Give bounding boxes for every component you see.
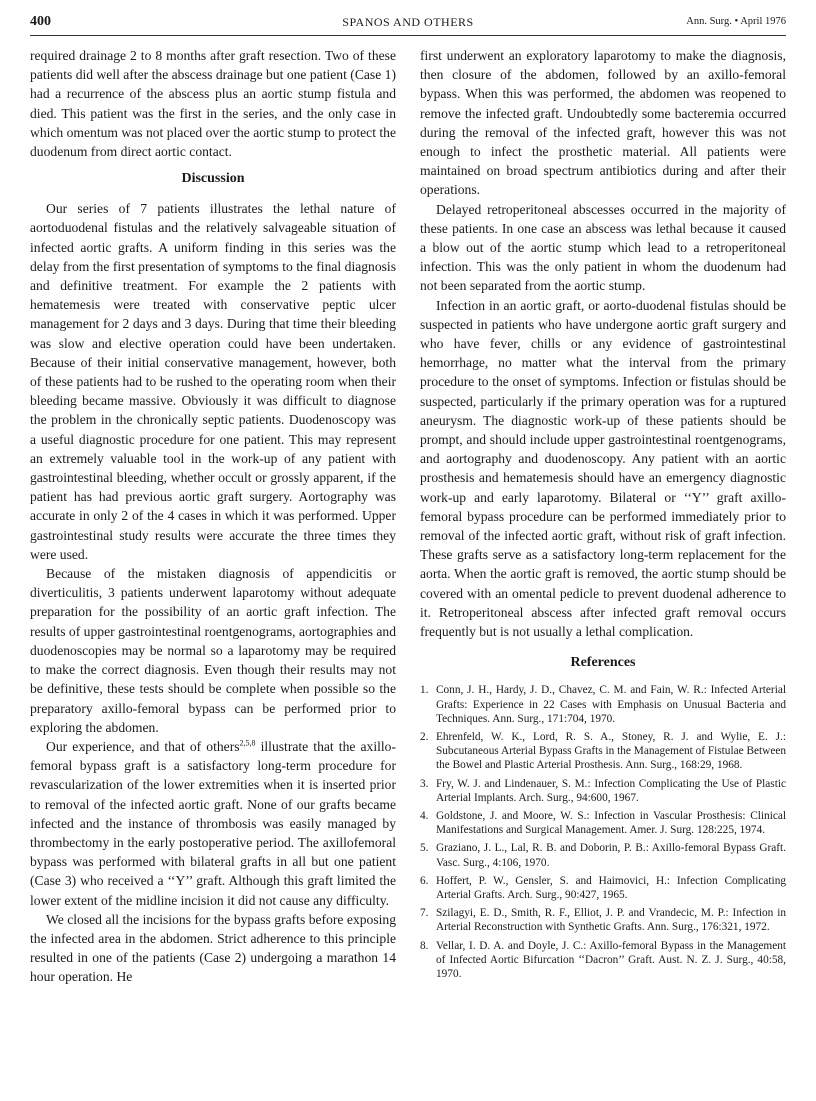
right-column xyxy=(420,46,786,985)
paragraph-3-start: Our experience, and that of others xyxy=(46,738,240,754)
references-heading: References xyxy=(570,655,636,671)
discussion-paragraph-5: Delayed retroperitoneal abscesses occurred in the majority of these patients. In one case an abscess was lethal because it caused a blow out of the aortic stump which lead to a retroperitoneal infection. This was the only patient in whom the duodenum had not been separated from the aortic stump. xyxy=(420,201,786,294)
reference-list xyxy=(420,683,786,981)
reference-item: 7. Szilagyi, E. D., Smith, R. F., Elliot, J. P. and Vrandecic, M. P.: Infection in Arterial Reconstruction with Synthetic Grafts. Ann. Surg., 176:321, 1972. xyxy=(420,907,786,934)
discussion-heading: Discussion xyxy=(181,171,245,187)
paragraph-3-rest: illustrate that the axillo-femoral bypass graft is a satisfactory long-term procedure for revascularization of the lower extremities when it is inserted prior to removal of the infected aortic graft. None of our grafts became infected and the instance of thrombosis was easily managed by thrombectomy in the early postoperative period. The axillofemoral bypass was performed with bilateral grafts in all but one patient (Case 3) who received a ‘‘Y’’ graft. Although this graft limited the lower extent of the midline incision it did not cause any difficulty. xyxy=(30,738,396,908)
citation-superscript: 2,5,8 xyxy=(239,738,256,748)
journal-citation: Ann. Surg. • April 1976 xyxy=(686,16,786,27)
left-column xyxy=(30,46,396,987)
reference-item: 1. Conn, J. H., Hardy, J. D., Chavez, C. M. and Fain, W. R.: Infected Arterial Grafts: Experience in 22 Cases with Emphasis on Unusual Bacteria and Techniques. Ann. Surg., 171:704, 1970. xyxy=(420,684,786,725)
discussion-paragraph-3 xyxy=(30,737,396,910)
page-number: 400 xyxy=(30,14,51,29)
reference-item: 2. Ehrenfeld, W. K., Lord, R. S. A., Stoney, R. J. and Wylie, E. J.: Subcutaneous Arterial Bypass Grafts in the Management of Fistulae Between the Bowel and Plastic Arterial Prosthesis. Ann. Surg., 168:29, 1968. xyxy=(420,730,786,772)
reference-item: 6. Hoffert, P. W., Gensler, S. and Haimovici, H.: Infection Complicating Arterial Grafts. Arch. Surg., 90:427, 1965. xyxy=(420,874,786,901)
discussion-paragraph-6: Infection in an aortic graft, or aorto-duodenal fistulas should be suspected in patients who have undergone aortic graft surgery and who have fever, chills or any evidence of gastrointestinal hemorrhage, no matter what the interval from the primary procedure to the onset of symptoms. Infection or fistulas should be suspected, particularly if the primary operation was for a ruptured aneurysm. The diagnostic work-up of these patients should be prompt, and should include upper gastrointestinal roentgenograms, and aortography and duodenoscopy. Any patient with an aortic prosthesis and hematemesis should have an emergency diagnostic work-up and early laparotomy. Bilateral or ‘‘Y’’ graft axillo-femoral bypass procedure can be performed immediately prior to removal of the infected aortic graft, without risk of graft infection. These grafts serve as a satisfactory long-term replacement for the aorta. When the aortic graft is removed, the aortic stump should be covered with an omental pedicle to prevent duodenal adherence to it. Retroperitoneal abscess after infected graft removal occurs frequently but is not usually a lethal complication. xyxy=(420,297,786,640)
paragraph-continued: required drainage 2 to 8 months after graft resection. Two of these patients did well after the abscess drainage but one patient (Case 1) had a recurrence of the abscess plus an aortic stump fistula and died. This patient was the first in the series, and the only case in which omentum was not placed over the aortic stump to protect the duodenum from direct aortic contact. xyxy=(30,48,396,160)
discussion-paragraph-2: Because of the mistaken diagnosis of appendicitis or diverticulitis, 3 patients underwent laparotomy without adequate preparation for the possibility of an aortic graft infection. The results of upper gastrointestinal roentgenograms, aortographies and duodenoscopies may be normal so a laparotomy may be required to make the correct diagnosis. Even though their results may not be definitive, these tests should be complete when possible so the preparatory axillo-femoral bypass can be performed prior to exploring the abdomen. xyxy=(30,566,396,735)
discussion-paragraph-1: Our series of 7 patients illustrates the lethal nature of aortoduodenal fistulas and the relatively salvageable situation of infected aortic grafts. A uniform finding in this series was the delay from the first presentation of symptoms to the final diagnosis and definitive treatment. For example the 2 patients with hematemesis were treated with conservative peptic ulcer management for 2 days and 3 days. During that time their bleeding was slow and elective operation could have been undertaken. Because of their initial conservative management, however, both of these patients had to be rushed to the operating room when their bleeding became massive. Obviously it was difficult to diagnose the problem in the chronically septic patients. Duodenoscopy was a useful diagnostic procedure for one patient. This may represent an extremely valuable tool in the work-up of any patient with gastrointestinal bleeding, whether occult or grossly apparent, if the patient has had previous aortic graft surgery. Aortography was accurate in only 2 of the 4 cases in which it was performed. Upper gastrointestinal study results were accurate the three times they were used. xyxy=(30,201,396,562)
reference-item: 5. Graziano, J. L., Lal, R. B. and Doborin, P. B.: Axillo-femoral Bypass Graft. Vasc. Surg., 4:106, 1970. xyxy=(420,842,786,869)
discussion-paragraph-4: We closed all the incisions for the bypass grafts before exposing the infected area in the abdomen. Strict adherence to this principle resulted in one of the patients (Case 2) undergoing a marathon 14 hour operation. He xyxy=(30,911,396,985)
reference-item: 3. Fry, W. J. and Lindenauer, S. M.: Infection Complicating the Use of Plastic Arterial Implants. Arch. Surg., 94:600, 1967. xyxy=(420,777,786,804)
header-rule xyxy=(30,35,786,36)
running-title: SPANOS AND OTHERS xyxy=(342,15,474,29)
paragraph-continued-right: first underwent an exploratory laparotomy to make the diagnosis, then closure of the abdomen, followed by an axillo-femoral bypass. When this was performed, the abdomen was reopened to remove the infected graft. Undoubtedly some bacteremia occurred during the removal of the infected graft, however this was not enough to infect the prosthetic material. All patients were maintained on broad spectrum antibiotics during and after their operations. xyxy=(420,48,786,198)
reference-item: 4. Goldstone, J. and Moore, W. S.: Infection in Vascular Prosthesis: Clinical Manifestations and Surgical Management. Amer. J. Surg. 128:225, 1974. xyxy=(420,809,786,837)
page-header xyxy=(30,14,786,36)
reference-item: 8. Vellar, I. D. A. and Doyle, J. C.: Axillo-femoral Bypass in the Management of Infected Aortic Bifurcation ‘‘Dacron’’ Graft. Aust. N. Z. J. Surg., 40:58, 1970. xyxy=(420,939,786,980)
